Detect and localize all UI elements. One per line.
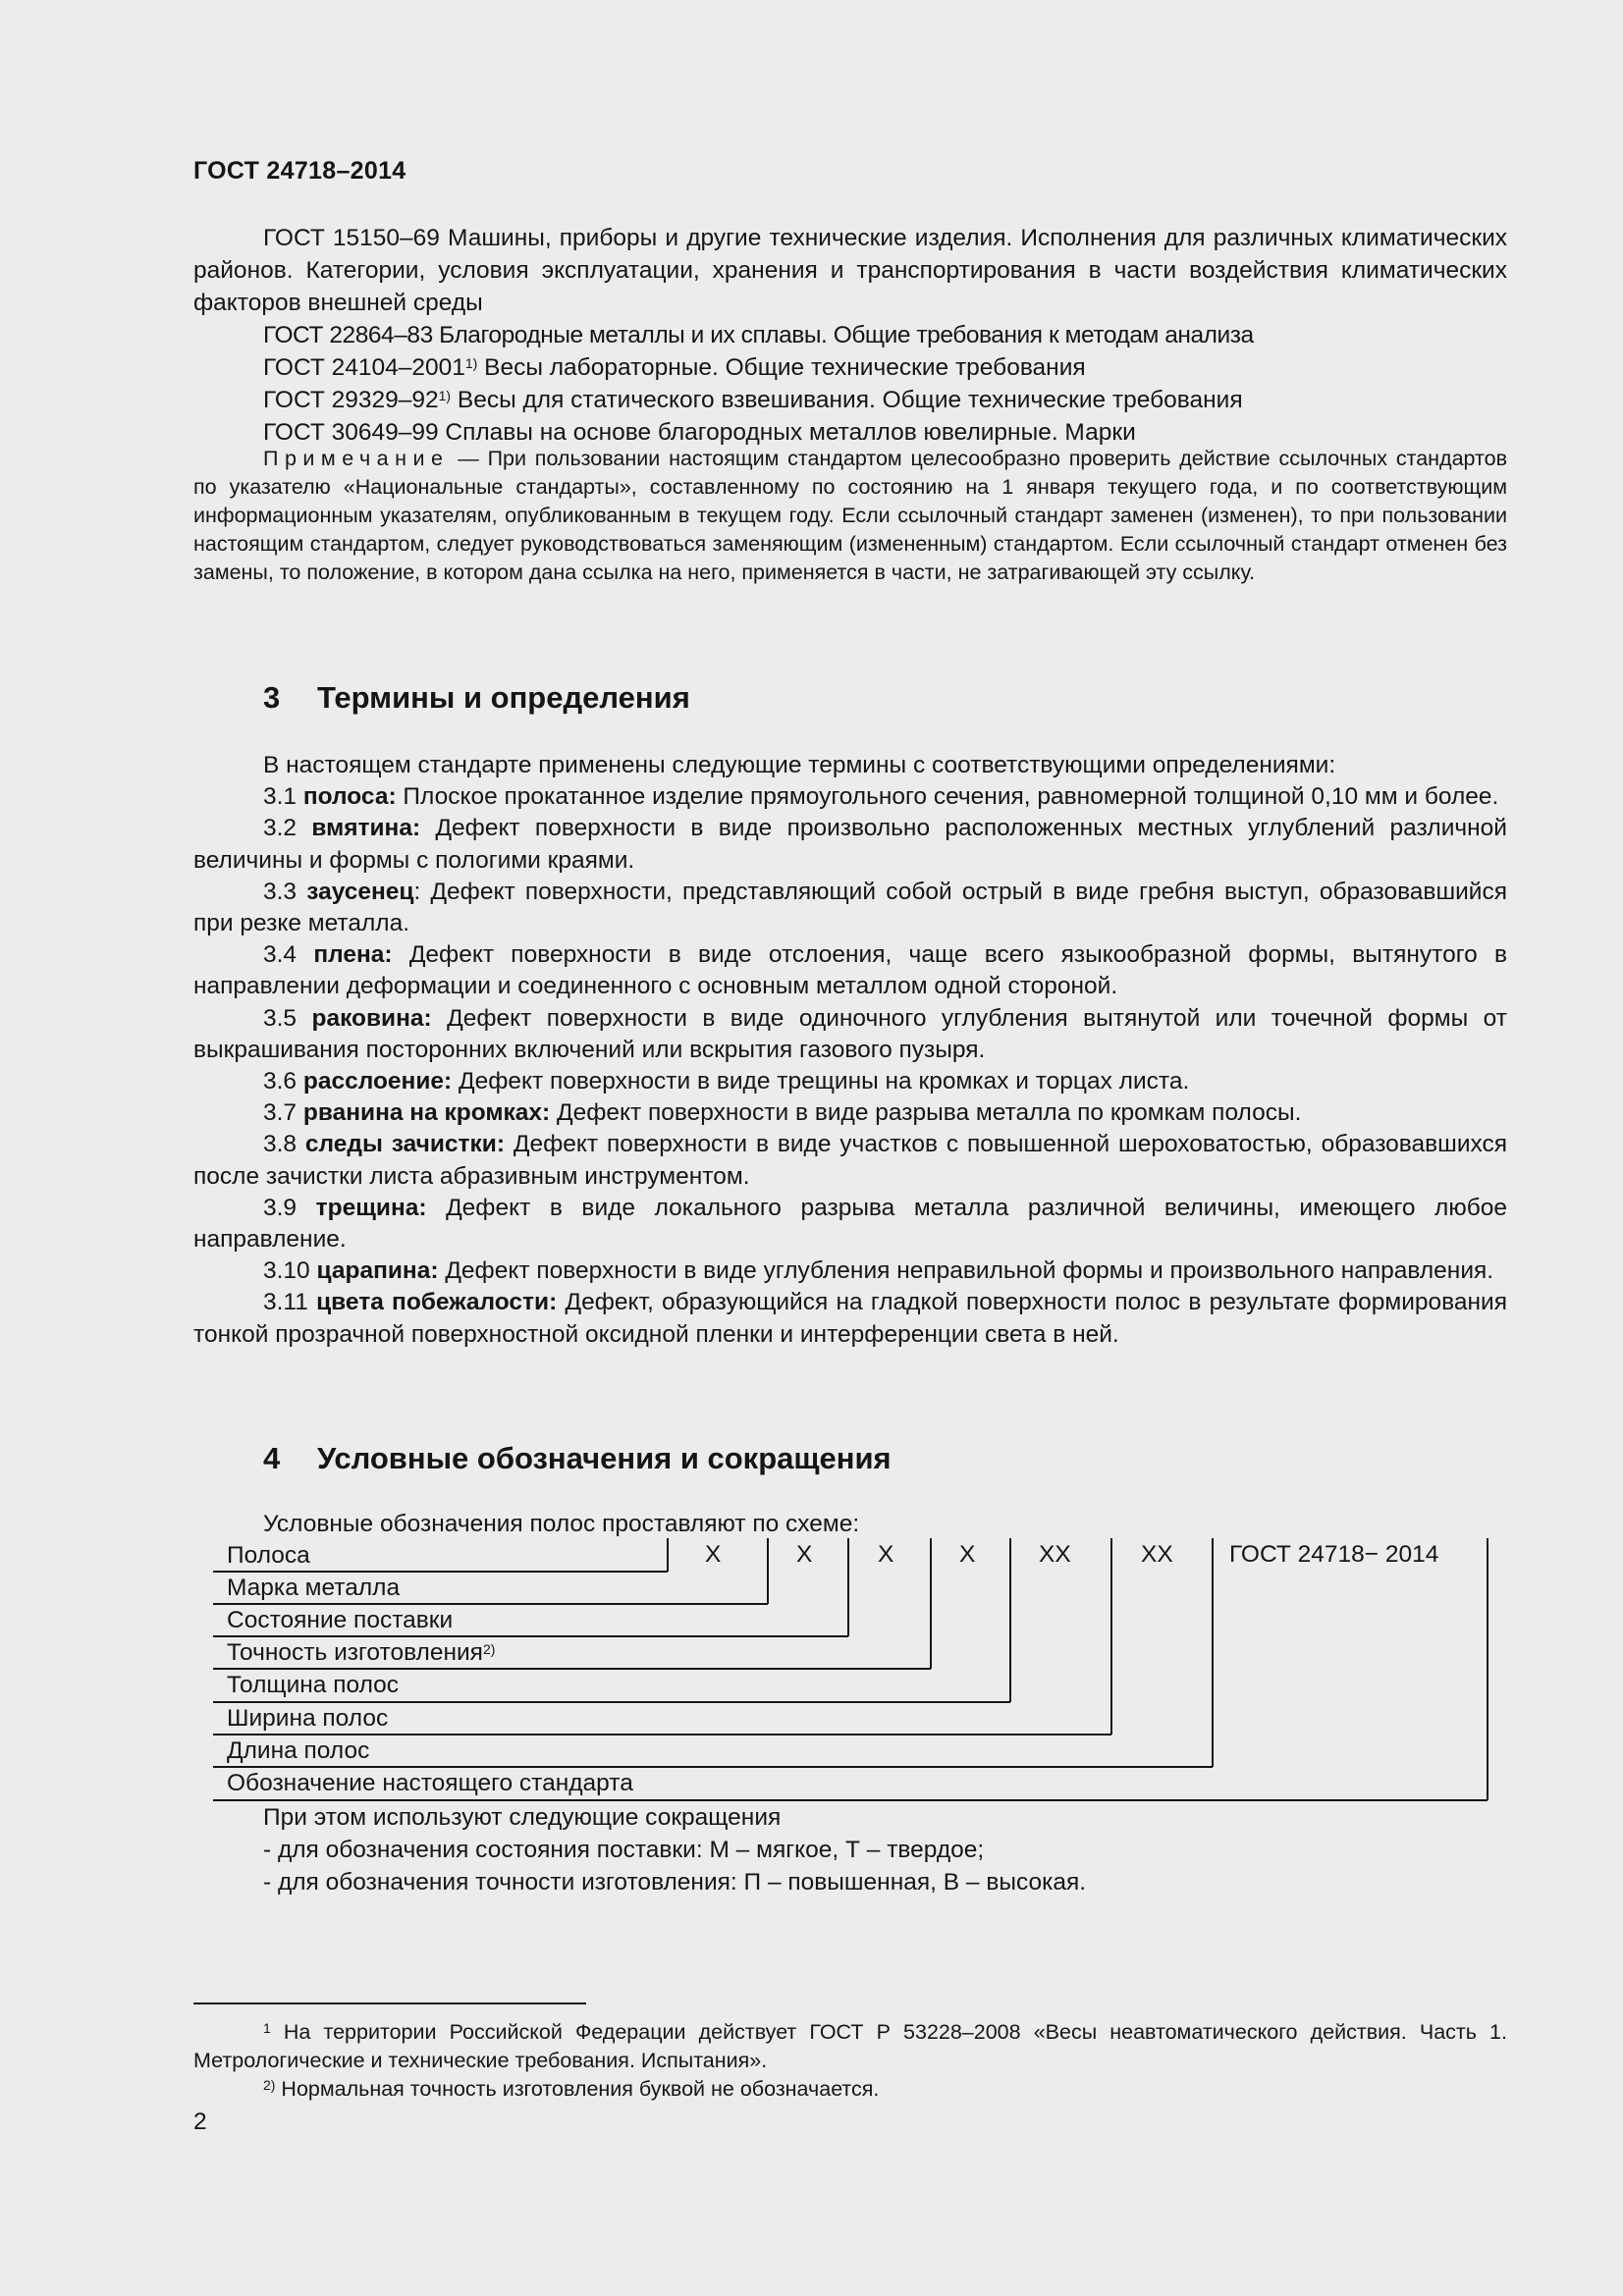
scheme-line bbox=[847, 1538, 849, 1636]
scheme-label: Марка металла bbox=[227, 1575, 401, 1601]
scheme-line bbox=[213, 1571, 668, 1573]
scheme-line bbox=[1110, 1538, 1112, 1735]
term-item: 3.11 цвета побежалости: Дефект, образующийся на гладкой поверхности полос в результате формирования тонкой прозрачной поверхностной оксидной пленки и интерференции света в ней. bbox=[193, 1289, 1507, 1348]
reference-item: ГОСТ 15150–69 Машины, приборы и другие технические изделия. Исполнения для различных климатических районов. Категории, условия эксплуатации, хранения и транспортирования в части воздействия климатических факторов внешней среды bbox=[193, 225, 1507, 316]
scheme-line bbox=[213, 1766, 1213, 1768]
note-label: Примечание bbox=[263, 447, 450, 470]
scheme-label: Толщина полос bbox=[227, 1672, 400, 1698]
scheme-line bbox=[767, 1538, 769, 1604]
section-4-title: 4 Условные обозначения и сокращения bbox=[263, 1441, 892, 1475]
terms-intro: В настоящем стандарте применены следующие термины с соответствующими определениями: bbox=[263, 752, 1336, 778]
scheme-label: Обозначение настоящего стандарта bbox=[227, 1770, 633, 1796]
scheme-line bbox=[667, 1538, 669, 1572]
term-item: 3.5 раковина: Дефект поверхности в виде одиночного углубления вытянутой или точечной формы от выкрашивания посторонних включений или вскрытия газового пузыря. bbox=[193, 1004, 1507, 1063]
footnote-ref: 2) bbox=[482, 1641, 496, 1657]
scheme-intro: Условные обозначения полос проставляют по схеме: bbox=[263, 1511, 860, 1537]
scheme-line bbox=[930, 1538, 932, 1669]
scheme-line bbox=[1212, 1538, 1214, 1767]
footnote-separator bbox=[193, 2002, 586, 2004]
footnote-item: $^1$ На территории Российской Федерации действует ГОСТ Р 53228–2008 «Весы неавтоматического действия. Часть 1. Метрологические и технические требования. Испытания». bbox=[193, 2020, 1507, 2072]
scheme-label: Полоса bbox=[227, 1542, 310, 1569]
page-header: ГОСТ 24718–2014 bbox=[193, 157, 406, 185]
scheme-line bbox=[213, 1701, 1010, 1703]
term-item: 3.2 вмятина: Дефект поверхности в виде произвольно расположенных местных углублений различной величины и формы с пологими краями. bbox=[193, 815, 1507, 874]
page-number: 2 bbox=[193, 2109, 207, 2135]
scheme-label: Ширина полос bbox=[227, 1705, 389, 1732]
term-item: 3.9 трещина: Дефект в виде локального разрыва металла различной величины, имеющего любое направление. bbox=[193, 1194, 1507, 1254]
abbreviation-item: - для обозначения состояния поставки: М – мягкое, Т – твердое; bbox=[263, 1837, 985, 1863]
scheme-label: Длина полос bbox=[227, 1737, 370, 1764]
scheme-line bbox=[213, 1603, 768, 1605]
scheme-line bbox=[213, 1668, 931, 1670]
term-item: 3.8 следы зачистки: Дефект поверхности в виде участков с повышенной шероховатостью, образовавшихся после зачистки листа абразивным инструментом. bbox=[193, 1131, 1507, 1190]
scheme-line bbox=[213, 1734, 1111, 1735]
reference-item: ГОСТ 30649–99 Сплавы на основе благородных металлов ювелирные. Марки bbox=[263, 419, 1136, 446]
scheme-code: Х bbox=[705, 1541, 722, 1568]
terms-list bbox=[193, 750, 1507, 1351]
scheme-code: Х bbox=[878, 1541, 894, 1568]
scheme-line bbox=[1009, 1538, 1011, 1702]
normative-references bbox=[193, 222, 1507, 587]
term-item: 3.6 расслоение: Дефект поверхности в виде трещины на кромках и торцах листа. bbox=[263, 1068, 1190, 1095]
term-item: 3.10 царапина: Дефект поверхности в виде углубления неправильной формы и произвольного направления. bbox=[263, 1257, 1494, 1285]
footnote-ref: 1) bbox=[438, 388, 452, 403]
reference-item: ГОСТ 24104–2001$^{1)}$ Весы лабораторные. Общие технические требования bbox=[263, 354, 1086, 381]
scheme-line bbox=[213, 1635, 848, 1637]
reference-item: ГОСТ 22864–83 Благородные металлы и их сплавы. Общие требования к методам анализа bbox=[263, 322, 1254, 348]
footnote-ref: 1) bbox=[464, 355, 478, 371]
abbreviations-intro: При этом используют следующие сокращения bbox=[263, 1804, 782, 1831]
scheme-code: Х bbox=[796, 1541, 813, 1568]
footnote-item: $^{2)}$ Нормальная точность изготовления буквой не обозначается. bbox=[263, 2077, 880, 2101]
scheme-code: Х bbox=[959, 1541, 976, 1568]
scheme-code: ГОСТ 24718− 2014 bbox=[1229, 1541, 1439, 1568]
section-3-title: 3 Термины и определения bbox=[263, 680, 690, 715]
reference-item: ГОСТ 29329–92$^{1)}$ Весы для статического взвешивания. Общие технические требования bbox=[263, 387, 1243, 413]
reference-note: Примечание — При пользовании настоящим стандартом целесообразно проверить действие ссылочных стандартов по указателю «Национальные стандарты», составленному по состоянию на 1 января текущего года, и по соответствующим информационным указателям, опубликованным в текущем году. Если ссылочный стандарт заменен (изменен), то при пользовании настоящим стандартом, следует руководствоваться заменяющим (измененным) стандартом. Если ссылочный стандарт отменен без замены, то положение, в котором дана ссылка на него, применяется в части, не затрагивающей эту ссылку. bbox=[193, 447, 1507, 584]
scheme-code: ХХ bbox=[1141, 1541, 1173, 1568]
term-item: 3.3 заусенец: Дефект поверхности, представляющий собой острый в виде гребня выступ, образовавшийся при резке металла. bbox=[193, 878, 1507, 937]
term-item: 3.1 полоса: Плоское прокатанное изделие прямоугольного сечения, равномерной толщиной 0,10 мм и более. bbox=[263, 783, 1499, 811]
term-item: 3.4 плена: Дефект поверхности в виде отслоения, чаще всего языкообразной формы, вытянутого в направлении деформации и соединенного с основным металлом одной стороной. bbox=[193, 941, 1507, 1000]
scheme-label: Точность изготовления$^{2)}$ bbox=[227, 1639, 496, 1666]
term-item: 3.7 рванина на кромках: Дефект поверхности в виде разрыва металла по кромкам полосы. bbox=[263, 1099, 1302, 1127]
footnotes bbox=[193, 2018, 1507, 2104]
scheme-code: ХХ bbox=[1039, 1541, 1071, 1568]
scheme-line bbox=[1487, 1538, 1488, 1800]
scheme-label: Состояние поставки bbox=[227, 1607, 454, 1633]
abbreviations-block bbox=[263, 1801, 1086, 1898]
abbreviation-item: - для обозначения точности изготовления: П – повышенная, В – высокая. bbox=[263, 1869, 1087, 1896]
